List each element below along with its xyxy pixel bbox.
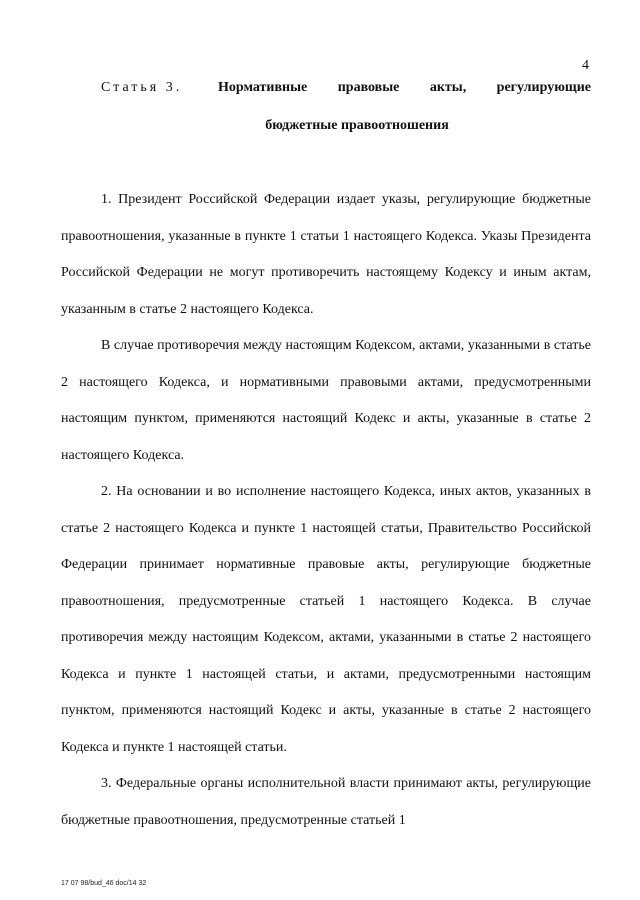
article-body bbox=[61, 182, 591, 839]
paragraph-1: 1. Президент Российской Федерации издает указы, регулирующие бюджетные правоотношения, указанные в пункте 1 статьи 1 настоящего Кодекса. Указы Президента Российской Федерации не могут противоречить настоящему Кодексу и иным актам, указанным в статье 2 настоящего Кодекса. bbox=[61, 192, 591, 317]
article-label: Статья 3. bbox=[101, 80, 183, 95]
footer-document-code: 17 07 98/bud_46 doc/14 32 bbox=[61, 880, 147, 887]
paragraph-3: 2. На основании и во исполнение настоящего Кодекса, иных актов, указанных в статье 2 настоящего Кодекса и пункте 1 настоящей статьи, Правительство Российской Федерации принимает нормативные правовые акты, регулирующие бюджетные правоотношения, предусмотренные статьей 1 настоящего Кодекса. В случае противоречия между настоящим Кодексом, актами, указанными в статье 2 настоящего Кодекса и пункте 1 настоящей статьи, и актами, предусмотренными настоящим пунктом, применяются настоящий Кодекс и акты, указанные в статье 2 настоящего Кодекса и пункте 1 настоящей статьи. bbox=[61, 484, 591, 755]
page-number: 4 bbox=[582, 58, 589, 73]
article-heading-line1 bbox=[101, 80, 591, 100]
article-heading bbox=[101, 80, 591, 134]
article-title-line2: бюджетные правоотношения bbox=[265, 118, 449, 133]
article-title-line1: Нормативные правовые акты, регулирующие bbox=[218, 80, 591, 95]
paragraph-2: В случае противоречия между настоящим Кодексом, актами, указанными в статье 2 настоящего Кодекса, и нормативными правовыми актами, предусмотренными настоящим пунктом, применяются настоящий Кодекс и акты, указанные в статье 2 настоящего Кодекса. bbox=[61, 338, 591, 463]
paragraph-4: 3. Федеральные органы исполнительной власти принимают акты, регулирующие бюджетные правоотношения, предусмотренные статьей 1 bbox=[61, 776, 591, 828]
